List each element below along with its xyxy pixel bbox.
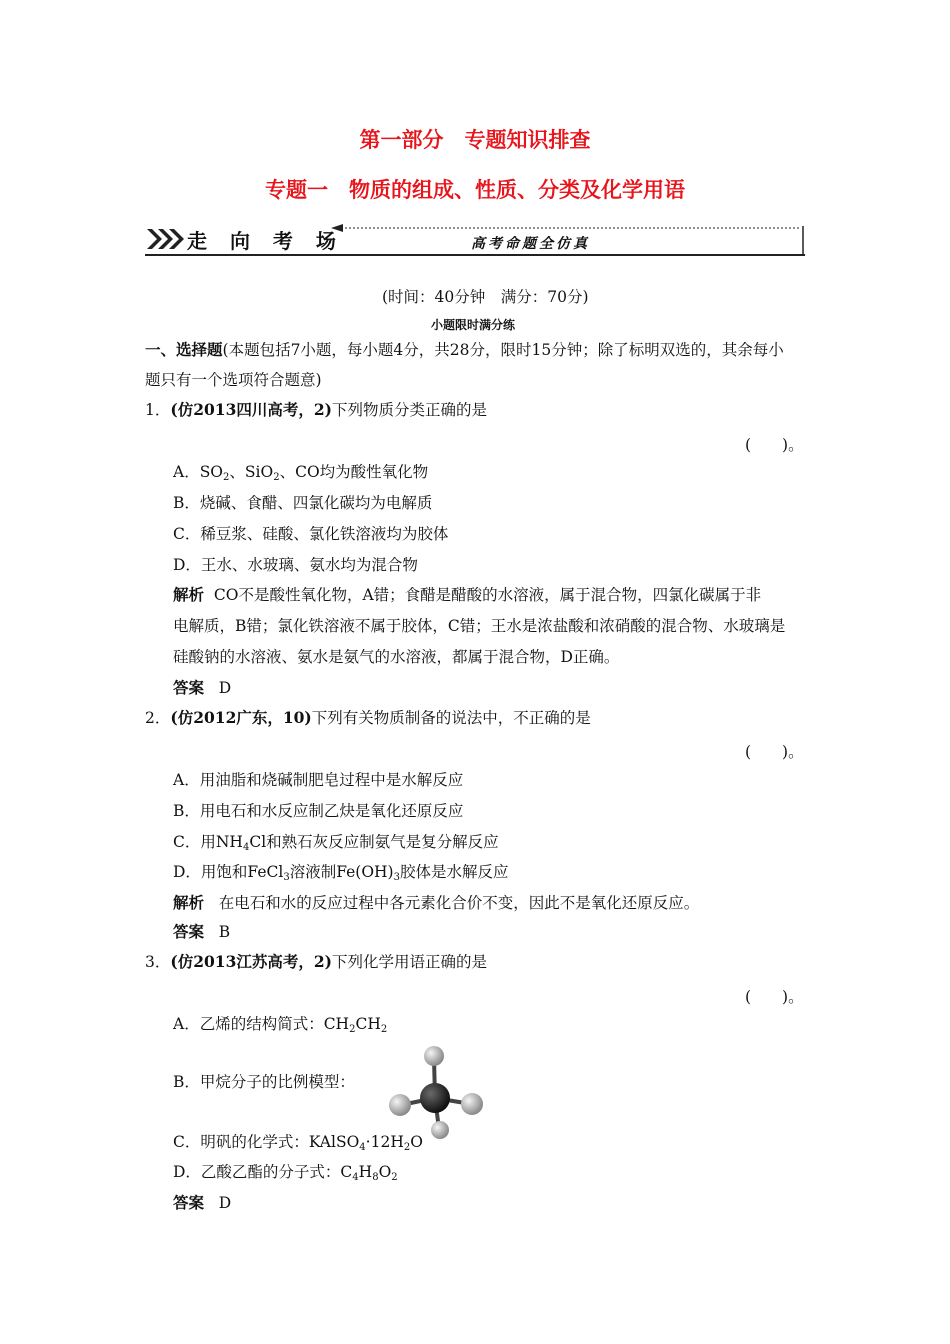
q3-answer-blank: ( )。: [745, 988, 804, 1006]
q3-option-b: B．甲烷分子的比例模型：: [173, 1073, 355, 1091]
q1-stem: [145, 400, 487, 420]
q1-analysis-label: 解析: [173, 585, 205, 604]
banner-right-text: 高考命题全仿真: [471, 236, 590, 252]
q3-d-sub3: 2: [391, 1172, 398, 1183]
q1-analysis-2: 电解质，B错；氯化铁溶液不属于胶体，C错；王水是浓盐酸和浓硝酸的混合物、水玻璃是: [173, 617, 786, 635]
part-title: 第一部分 专题知识排查: [359, 127, 591, 152]
q2-answer-value: B: [218, 923, 231, 941]
section-desc-1: (本题包括7小题，每小题4分，共28分，限时15分钟；除了标明双选的，其余每小: [222, 341, 784, 359]
hydrogen-atom: [424, 1046, 444, 1066]
q2-c-text1: C．用NH: [173, 833, 243, 851]
q2-c-sub1: 4: [242, 842, 250, 853]
q2-c-text2: Cl和熟石灰反应制氨气是复分解反应: [249, 833, 499, 851]
q1-analysis-1: [173, 585, 761, 605]
q3-answer-value: D: [218, 1194, 232, 1212]
q3-d-text3: O: [378, 1163, 392, 1181]
q2-d-sub2: 3: [393, 872, 400, 883]
q1-a-text3: 、CO均为酸性氧化物: [279, 463, 429, 481]
q3-c-text3: O: [410, 1133, 423, 1151]
q1-answer-blank: ( )。: [745, 436, 804, 454]
q2-answer-blank: ( )。: [745, 743, 804, 761]
methane-model-image: [383, 1043, 493, 1143]
q2-d-text3: 胶体是水解反应: [399, 863, 509, 881]
q2-option-a: A．用油脂和烧碱制肥皂过程中是水解反应: [173, 771, 464, 789]
carbon-atom: [420, 1083, 450, 1113]
q3-c-sub2: 2: [403, 1142, 411, 1153]
section-note: 小题限时满分练: [431, 318, 516, 332]
exam-banner: [145, 222, 807, 258]
q1-a-text2: 、SiO: [229, 463, 274, 481]
time-score: (时间：40分钟 满分：70分): [382, 288, 589, 306]
q1-answer: [173, 678, 231, 698]
q3-answer: [173, 1193, 231, 1213]
q2-d-text1: D．用饱和FeCl: [173, 863, 284, 881]
q3-option-a: [173, 1014, 387, 1040]
q3-c-text2: ·12H: [365, 1133, 404, 1151]
hydrogen-atom: [461, 1093, 483, 1115]
q3-c-sub1: 4: [359, 1142, 366, 1153]
q3-a-text1: A．乙烯的结构简式：CH: [173, 1015, 350, 1033]
q2-option-c: [173, 832, 499, 858]
q3-a-sub2: 2: [380, 1024, 388, 1035]
q2-d-text2: 溶液制Fe(OH): [289, 863, 394, 881]
q1-source: (仿2013四川高考，2): [170, 400, 332, 419]
q3-stem: [145, 952, 487, 972]
q3-a-text2: CH: [355, 1015, 381, 1033]
section-heading-line: [145, 340, 784, 360]
hydrogen-atom: [389, 1094, 411, 1116]
q1-a-sub2: 2: [273, 472, 280, 483]
q2-stem: [145, 708, 591, 728]
q1-option-d: D．王水、水玻璃、氨水均为混合物: [173, 556, 418, 574]
q2-d-sub1: 3: [283, 872, 290, 883]
q2-analysis-text: 在电石和水的反应过程中各元素化合价不变，因此不是氧化还原反应。: [218, 894, 700, 912]
q3-d-text2: H: [358, 1163, 373, 1181]
q1-number: 1．: [145, 401, 171, 419]
q2-answer-label: 答案: [173, 922, 205, 941]
q1-analysis-text1: CO不是酸性氧化物，A错；食醋是醋酸的水溶液，属于混合物，四氯化碳属于非: [213, 586, 762, 604]
q3-answer-label: 答案: [173, 1193, 205, 1212]
banner-label: 走 向 考 场: [187, 229, 344, 253]
q3-c-text1: C．明矾的化学式：KAlSO: [173, 1133, 360, 1151]
q2-number: 2．: [145, 709, 171, 727]
q3-d-text1: D．乙酸乙酯的分子式：C: [173, 1163, 353, 1181]
q2-answer: [173, 922, 230, 942]
q3-option-c: [173, 1132, 423, 1158]
q2-analysis: [173, 893, 699, 913]
q2-option-d: [173, 862, 509, 888]
q3-option-d: [173, 1162, 398, 1188]
section-heading: 一、选择题: [145, 340, 223, 359]
q3-source: (仿2013江苏高考，2): [170, 952, 332, 971]
q1-answer-value: D: [218, 679, 232, 697]
q1-a-sub1: 2: [223, 472, 230, 483]
q1-text: 下列物质分类正确的是: [331, 401, 487, 419]
q2-analysis-label: 解析: [173, 893, 205, 912]
q1-answer-label: 答案: [173, 678, 205, 697]
hydrogen-atom: [431, 1121, 449, 1139]
q2-source: (仿2012广东，10): [170, 708, 312, 727]
q2-text: 下列有关物质制备的说法中，不正确的是: [311, 709, 591, 727]
q3-d-sub1: 4: [352, 1172, 359, 1183]
q1-option-c: C．稀豆浆、硅酸、氯化铁溶液均为胶体: [173, 525, 449, 543]
q1-option-a: [173, 462, 428, 488]
topic-title: 专题一 物质的组成、性质、分类及化学用语: [265, 177, 685, 202]
q1-analysis-3: 硅酸钠的水溶液、氨水是氨气的水溶液，都属于混合物，D正确。: [173, 648, 620, 666]
q3-text: 下列化学用语正确的是: [331, 953, 487, 971]
q3-a-sub1: 2: [349, 1024, 356, 1035]
q1-option-b: B．烧碱、食醋、四氯化碳均为电解质: [173, 494, 433, 512]
q3-d-sub2: 8: [372, 1172, 379, 1183]
q1-a-text1: A．SO: [173, 463, 224, 481]
q2-option-b: B．用电石和水反应制乙炔是氧化还原反应: [173, 802, 464, 820]
q3-number: 3．: [145, 953, 171, 971]
section-desc-2: 题只有一个选项符合题意): [145, 371, 322, 389]
